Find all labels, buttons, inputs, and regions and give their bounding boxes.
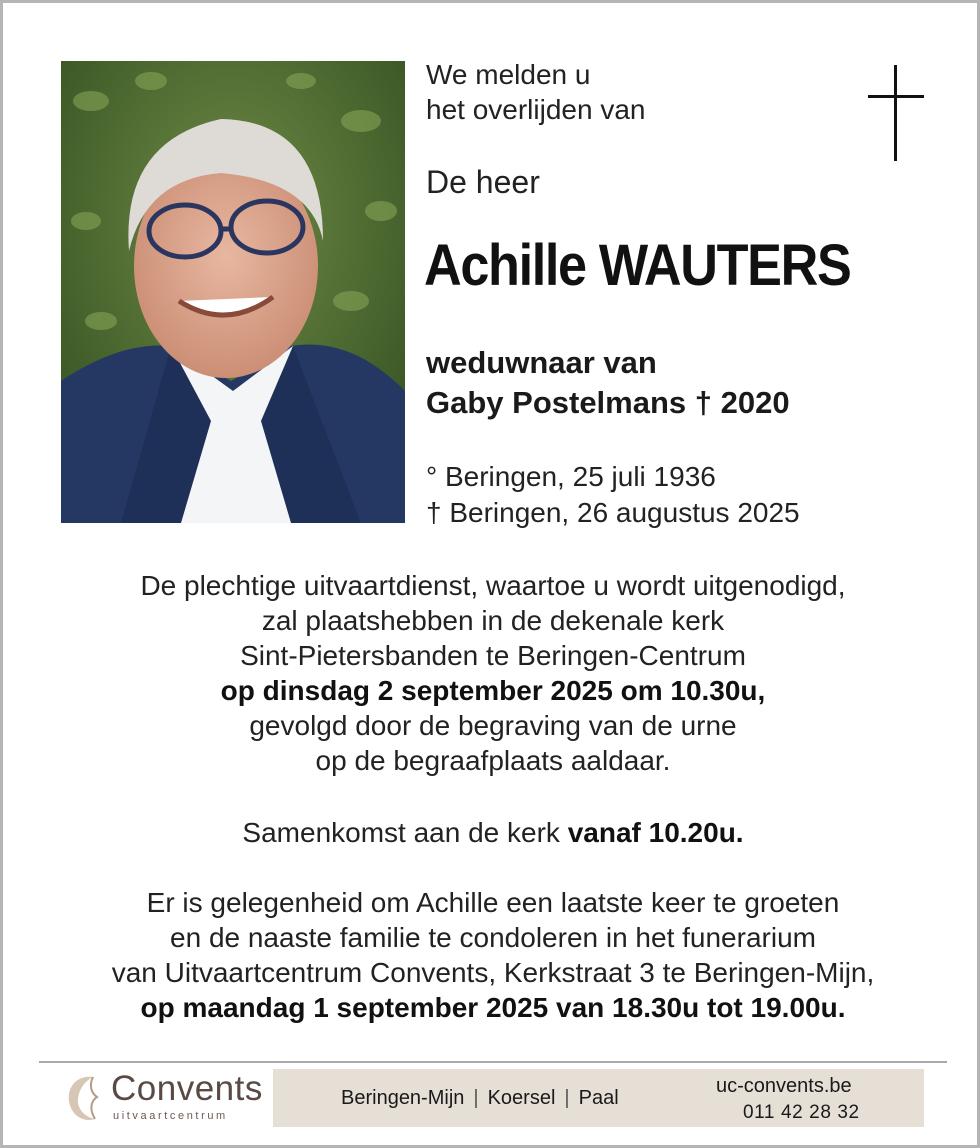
service-datetime: op dinsdag 2 september 2025 om 10.30u,: [220, 675, 766, 706]
footer-divider: [39, 1061, 947, 1063]
funeral-service-text: [23, 568, 963, 778]
spouse-info: [426, 343, 790, 423]
service-line: zal plaatshebben in de dekenale kerk: [261, 605, 725, 636]
honorific: De heer: [426, 164, 540, 200]
spouse-line: weduwnaar van: [426, 345, 657, 380]
intro-line: We melden u: [426, 59, 591, 90]
location-separator: |: [564, 1087, 570, 1109]
notice-intro: [426, 57, 645, 127]
viewing-line: van Uitvaartcentrum Convents, Kerkstraat 3 te Beringen-Mijn,: [111, 957, 875, 988]
gathering-time: vanaf 10.20u.: [567, 817, 744, 848]
gathering-label: Samenkomst aan de kerk: [242, 817, 560, 848]
viewing-line: Er is gelegenheid om Achille een laatste keer te groeten: [146, 887, 840, 918]
service-line: gevolgd door de begraving van de urne: [249, 710, 737, 741]
location-separator: |: [473, 1087, 479, 1109]
spouse-line: Gaby Postelmans † 2020: [426, 385, 790, 420]
intro-line: het overlijden van: [426, 94, 646, 125]
convents-logo-icon: [63, 1071, 103, 1125]
phone-number: 011 42 28 32: [743, 1102, 860, 1123]
location-item: Beringen-Mijn: [341, 1087, 465, 1109]
death-date: † Beringen, 26 augustus 2025: [426, 497, 800, 528]
birth-date: ° Beringen, 25 juli 1936: [426, 461, 716, 492]
footer-contact-band: [273, 1069, 924, 1127]
deceased-name: Achille WAUTERS: [424, 233, 851, 298]
latin-cross-icon: [868, 65, 924, 161]
gathering-text: [23, 815, 963, 850]
logo-name: Convents: [111, 1069, 263, 1108]
service-line: Sint-Pietersbanden te Beringen-Centrum: [240, 640, 746, 671]
website-link[interactable]: uc-convents.be: [716, 1075, 852, 1097]
location-item: Paal: [578, 1087, 619, 1109]
location-item: Koersel: [487, 1087, 556, 1109]
service-line: De plechtige uitvaartdienst, waartoe u wordt uitgenodigd,: [140, 570, 846, 601]
viewing-text: [23, 885, 963, 1025]
life-dates: [426, 459, 800, 531]
location-list: [341, 1087, 619, 1110]
service-line: op de begraafplaats aaldaar.: [315, 745, 671, 776]
logo-subtitle: uitvaartcentrum: [113, 1110, 228, 1122]
portrait-photo: [61, 61, 405, 523]
viewing-datetime: op maandag 1 september 2025 van 18.30u tot 19.00u.: [140, 992, 846, 1023]
viewing-line: en de naaste familie te condoleren in het funerarium: [170, 922, 816, 953]
